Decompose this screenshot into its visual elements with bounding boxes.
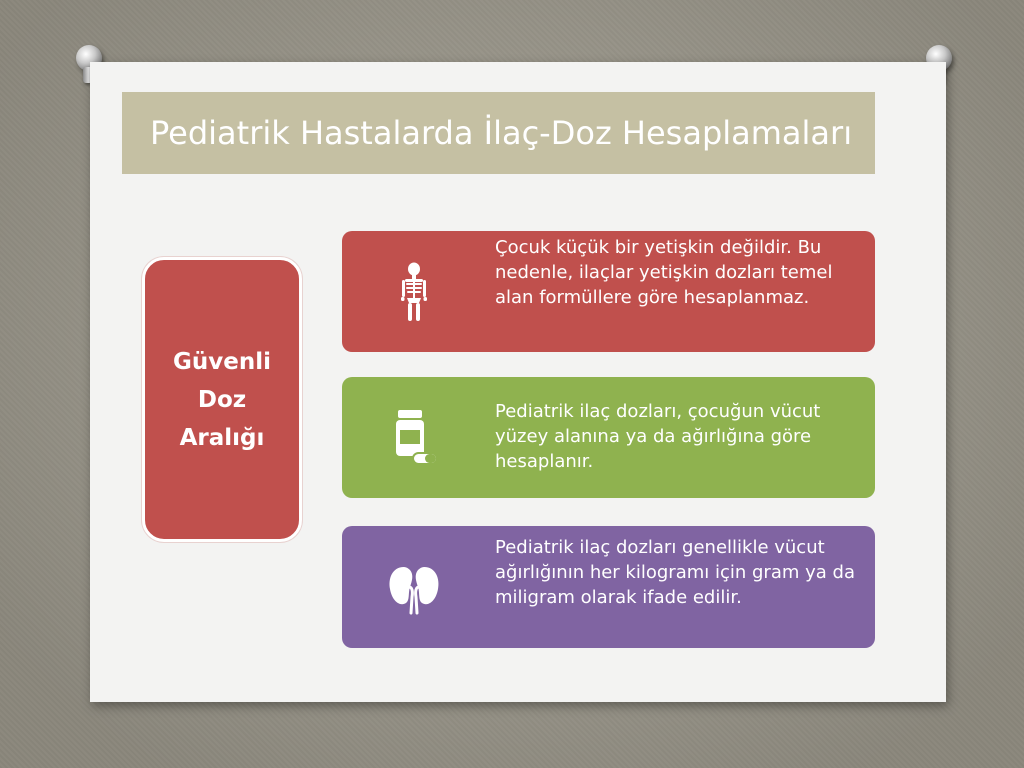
info-card-child-not-small-adult [342, 231, 875, 352]
skeleton-icon [382, 260, 446, 324]
info-card-text: Çocuk küçük bir yetişkin değildir. Bu nedenle, ilaçlar yetişkin dozları temel alan formüllere göre hesaplanmaz. [495, 237, 833, 308]
info-card-weight-based-dose [342, 526, 875, 648]
slide-title: Pediatrik Hastalarda İlaç-Doz Hesaplamaları [150, 114, 853, 152]
safe-dose-range-label: Güvenli Doz Aralığı [173, 348, 271, 451]
info-card-body-surface-area [342, 377, 875, 498]
safe-dose-range-box [142, 257, 302, 542]
medicine-bottle-icon [382, 406, 446, 470]
kidneys-icon [382, 555, 446, 619]
title-bar [122, 92, 875, 174]
info-card-text: Pediatrik ilaç dozları, çocuğun vücut yüzey alanına ya da ağırlığına göre hesaplanır. [495, 401, 821, 472]
info-card-text: Pediatrik ilaç dozları genellikle vücut ağırlığının her kilogramı için gram ya da miligram olarak ifade edilir. [495, 537, 855, 608]
